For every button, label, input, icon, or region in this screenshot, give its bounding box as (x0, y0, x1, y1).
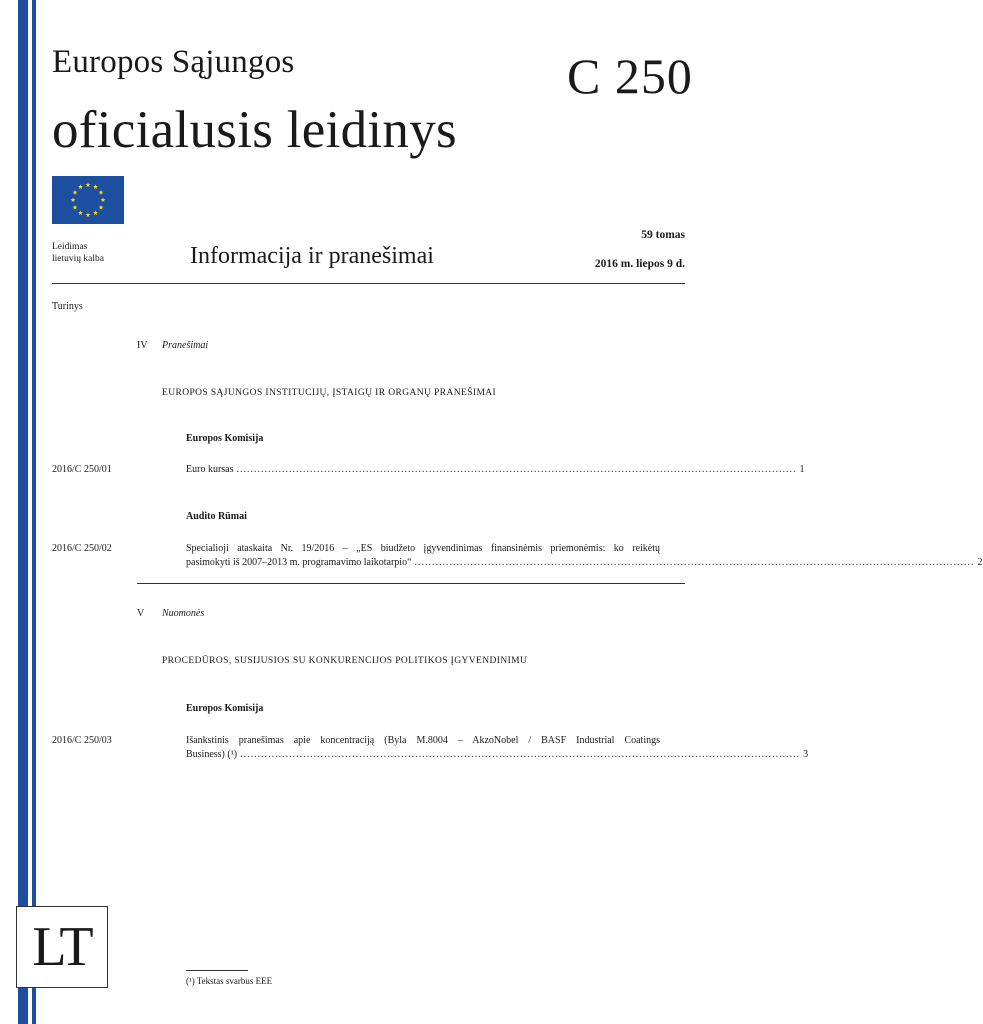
leader-dots: ................................................................................................................................................................ (240, 749, 801, 760)
entry-title-line2: Business) (¹) (186, 749, 238, 760)
section-numeral: V (137, 608, 145, 619)
issue-number: C 250 (567, 48, 693, 104)
section-name: Pranešimai (162, 340, 209, 351)
section-name: Nuomonės (162, 608, 205, 619)
flag-star (99, 205, 104, 210)
issuing-body: Europos Komisija (186, 433, 264, 444)
flag-star (73, 205, 78, 210)
eu-flag-icon (52, 176, 124, 224)
section-heading: EUROPOS SĄJUNGOS INSTITUCIJŲ, ĮSTAIGŲ IR ORGANŲ PRANEŠIMAI (162, 388, 497, 398)
entry-title: Euro kursas (186, 464, 234, 475)
left-blue-band (18, 0, 28, 1024)
section-divider (137, 583, 685, 584)
contents-entry[interactable] (186, 734, 809, 762)
flag-star (93, 210, 98, 215)
issuing-body: Europos Komisija (186, 703, 264, 714)
volume-number: 59 tomas (641, 229, 685, 241)
series-subtitle: Informacija ir pranešimai (190, 243, 434, 269)
flag-star (93, 184, 98, 189)
page-number: 2 (977, 557, 983, 568)
contents-label: Turinys (52, 301, 83, 312)
contents-entry[interactable] (186, 542, 983, 570)
section-numeral: IV (137, 340, 148, 351)
edition-language (52, 241, 132, 265)
footnote: (¹) Tekstas svarbus EEE (186, 976, 273, 986)
document-reference: 2016/C 250/01 (52, 464, 112, 475)
edition-line1: Leidimas (52, 242, 88, 252)
section-heading: PROCEDŪROS, SUSIJUSIOS SU KONKURENCIJOS POLITIKOS ĮGYVENDINIMU (162, 656, 528, 666)
language-code-box: LT (16, 906, 108, 988)
contents-entry[interactable] (186, 463, 805, 477)
footnote-rule (186, 970, 248, 971)
document-reference: 2016/C 250/02 (52, 543, 112, 554)
left-blue-stripe (32, 0, 36, 1024)
flag-star (71, 197, 76, 202)
entry-title-line2: pasimokyti iš 2007–2013 m. programavimo laikotarpio“ (186, 557, 412, 568)
flag-star (78, 210, 83, 215)
flag-star (86, 182, 91, 187)
flag-star (73, 190, 78, 195)
flag-star (99, 190, 104, 195)
entry-title-line1: Išankstinis pranešimas apie koncentraciją (Byla M.8004 – AkzoNobel / BASF Industrial Coatings (186, 735, 660, 746)
edition-line2: lietuvių kalba (52, 254, 104, 264)
issuing-body: Audito Rūmai (186, 511, 247, 522)
journal-title-line2: oficialusis leidinys (52, 101, 457, 159)
publication-date: 2016 m. liepos 9 d. (594, 258, 685, 270)
flag-star (101, 197, 106, 202)
journal-title-line1: Europos Sąjungos (52, 44, 295, 80)
leader-dots: ................................................................................................................................................................ (236, 464, 797, 475)
flag-star (86, 212, 91, 217)
flag-star (78, 184, 83, 189)
leader-dots: ................................................................................................................................................................ (414, 557, 975, 568)
header-divider (52, 283, 685, 284)
document-reference: 2016/C 250/03 (52, 735, 112, 746)
page-number: 1 (799, 464, 805, 475)
page-number: 3 (803, 749, 809, 760)
entry-title-line1: Specialioji ataskaita Nr. 19/2016 – „ES biudžeto įgyvendinimas finansinėmis priemonėmis: ko reikėtų (186, 543, 660, 554)
